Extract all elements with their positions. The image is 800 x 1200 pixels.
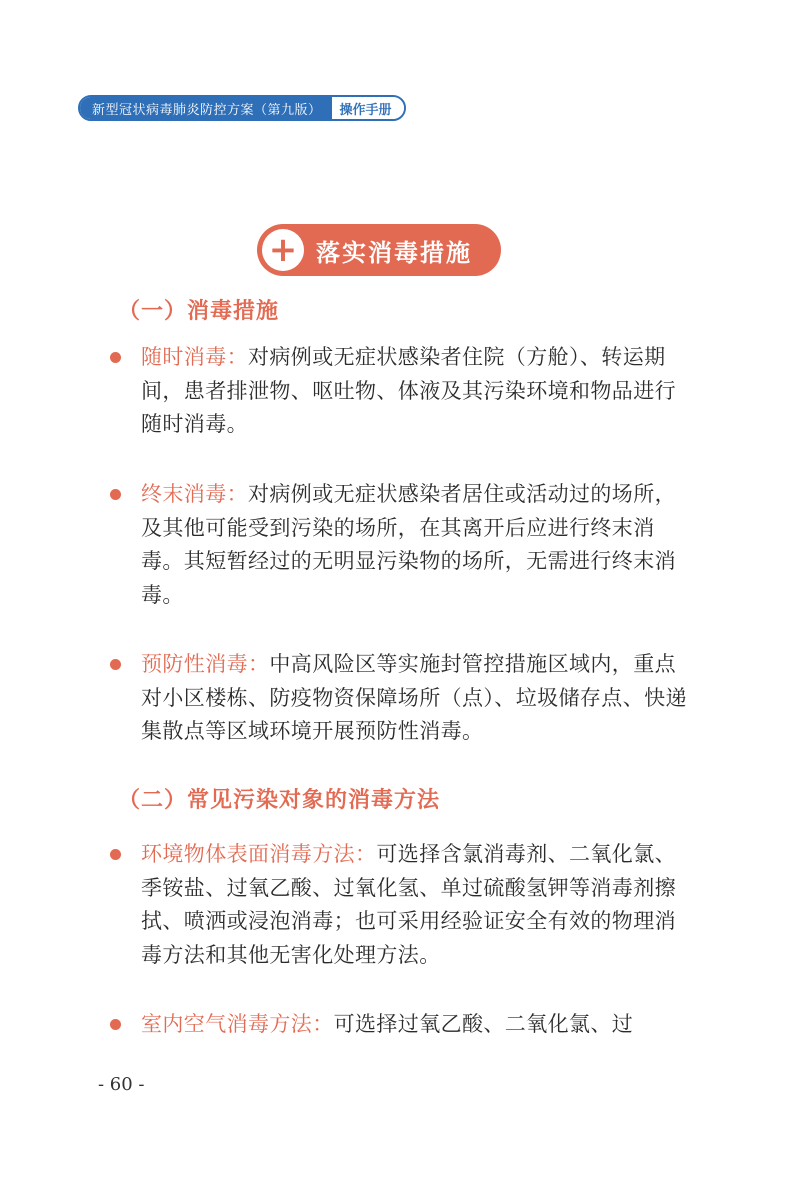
item-text: 可选择含氯消毒剂、二氧化氯、季铵盐、过氧乙酸、过氧化氢、单过硫酸氢钾等消毒剂擦拭、喷洒或浸泡消毒；也可采用经验证安全有效的物理消毒方法和其他无害化处理方法。 bbox=[141, 842, 677, 967]
item-text: 中高风险区等实施封管控措施区域内，重点对小区楼栋、防疫物资保障场所（点）、垃圾储存点、快递集散点等区域环境开展预防性消毒。 bbox=[141, 652, 687, 743]
list-item bbox=[110, 648, 690, 749]
chapter-title: 落实消毒措施 bbox=[316, 238, 472, 267]
item-term: 随时消毒： bbox=[141, 345, 248, 369]
bullet-icon bbox=[110, 849, 121, 860]
page-number: - 60 - bbox=[98, 1074, 145, 1095]
header-label bbox=[78, 95, 406, 121]
item-term: 室内空气消毒方法： bbox=[141, 1012, 334, 1036]
item-text: 可选择过氧乙酸、二氧化氯、过 bbox=[333, 1012, 634, 1036]
item-text: 对病例或无症状感染者住院（方舱）、转运期间，患者排泄物、呕吐物、体液及其污染环境和物品进行随时消毒。 bbox=[141, 345, 676, 436]
header-tag: 操作手册 bbox=[332, 97, 404, 119]
chapter-banner bbox=[257, 224, 501, 276]
list-item bbox=[110, 1008, 690, 1042]
bullet-icon bbox=[110, 352, 121, 363]
list-item bbox=[110, 838, 690, 972]
list-item bbox=[110, 341, 690, 442]
item-text: 对病例或无症状感染者居住或活动过的场所，及其他可能受到污染的场所，在其离开后应进行终末消毒。其短暂经过的无明显污染物的场所，无需进行终末消毒。 bbox=[141, 482, 676, 607]
item-term: 环境物体表面消毒方法： bbox=[141, 842, 377, 866]
item-term: 预防性消毒： bbox=[141, 652, 270, 676]
bullet-icon bbox=[110, 489, 121, 500]
header-title: 新型冠状病毒肺炎防控方案（第九版） bbox=[80, 97, 332, 119]
plus-icon: + bbox=[262, 229, 304, 271]
section-heading-1: （一）消毒措施 bbox=[118, 299, 280, 324]
bullet-icon bbox=[110, 659, 121, 670]
bullet-icon bbox=[110, 1019, 121, 1030]
list-item bbox=[110, 478, 690, 612]
item-term: 终末消毒： bbox=[141, 482, 248, 506]
section-heading-2: （二）常见污染对象的消毒方法 bbox=[118, 788, 441, 813]
